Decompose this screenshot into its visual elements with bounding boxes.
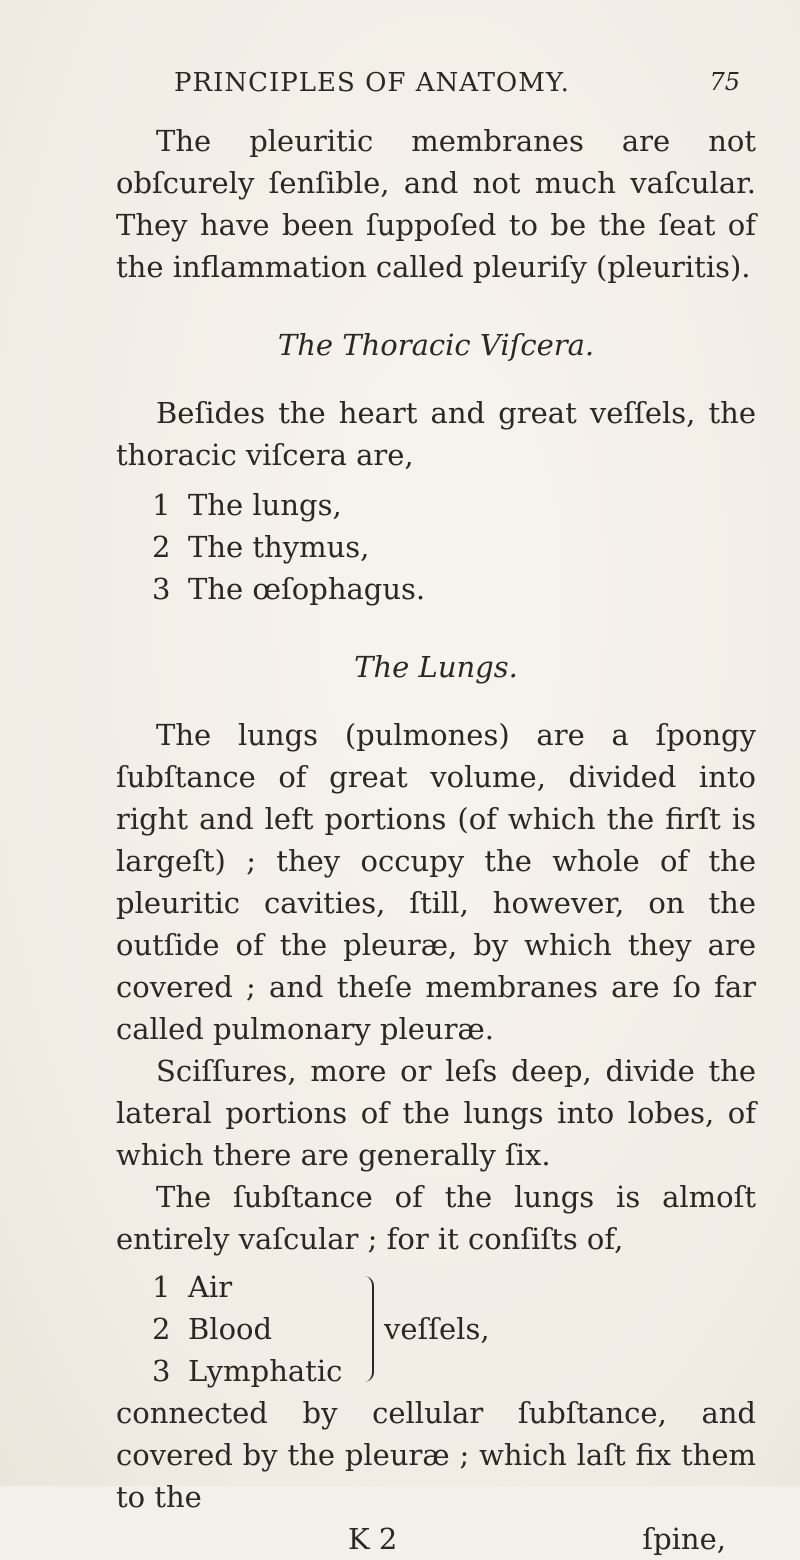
list-item <box>152 1350 756 1392</box>
list-number: 1 <box>152 1270 171 1304</box>
paragraph-connected: connected by cellular ſubſtance, and covered by the pleuræ ; which laſt fix them to the <box>116 1396 756 1514</box>
signature-mark: K 2 <box>348 1522 398 1556</box>
paragraph-scissures: Sciſſures, more or leſs deep, divide the lateral portions of the lungs into lobes, of which there are generally ſix. <box>116 1054 756 1172</box>
list-text: Air <box>188 1270 233 1304</box>
list-text: The lungs, <box>188 488 342 522</box>
vessels-label: veſſels, <box>384 1312 490 1346</box>
paragraph-pleuritic-membranes: The pleuritic membranes are not obſcurely ſenſible, and not much vaſcular. They have been ſuppoſed to be the ſeat of the inflammation called pleuriſy (pleuritis). <box>116 124 756 284</box>
list-number: 2 <box>152 530 171 564</box>
list-item <box>152 1266 756 1308</box>
list-item <box>152 568 756 610</box>
vessels-list <box>116 1266 756 1392</box>
paragraph-lung-substance: The ſubſtance of the lungs is almoſt entirely vaſcular ; for it conſiſts of, <box>116 1180 756 1256</box>
viscera-list <box>116 484 756 610</box>
catchword: ſpine, <box>642 1522 726 1556</box>
paragraph-thoracic-intro: Beſides the heart and great veſſels, the thoracic viſcera are, <box>116 396 756 472</box>
curly-brace <box>362 1276 374 1382</box>
list-text: The thymus, <box>188 530 370 564</box>
list-number: 3 <box>152 1354 171 1388</box>
list-number: 2 <box>152 1312 171 1346</box>
paragraph-lungs-description: The lungs (pulmones) are a ſpongy ſubſtance of great volume, divided into right and left portions (of which the firſt is largeſt) ; they occupy the whole of the pleuritic cavities, ſtill, however, on the outſide of the pleuræ, by which they are covered ; and theſe membranes are ſo far called pulmonary pleuræ. <box>116 718 756 1046</box>
list-item <box>152 484 756 526</box>
heading-thoracic-viscera: The Thoracic Viſcera. <box>277 328 595 362</box>
list-number: 1 <box>152 488 171 522</box>
list-number: 3 <box>152 572 171 606</box>
page-number: 75 <box>709 68 740 96</box>
heading-lungs: The Lungs. <box>354 650 518 684</box>
page-body <box>116 120 756 1560</box>
list-item <box>152 526 756 568</box>
list-text: Blood <box>188 1312 273 1346</box>
page-footer <box>116 1518 756 1560</box>
running-head: PRINCIPLES OF ANATOMY. <box>174 68 570 98</box>
list-text: The œſophagus. <box>188 572 426 606</box>
page-header <box>170 68 740 108</box>
list-text: Lymphatic <box>188 1354 343 1388</box>
